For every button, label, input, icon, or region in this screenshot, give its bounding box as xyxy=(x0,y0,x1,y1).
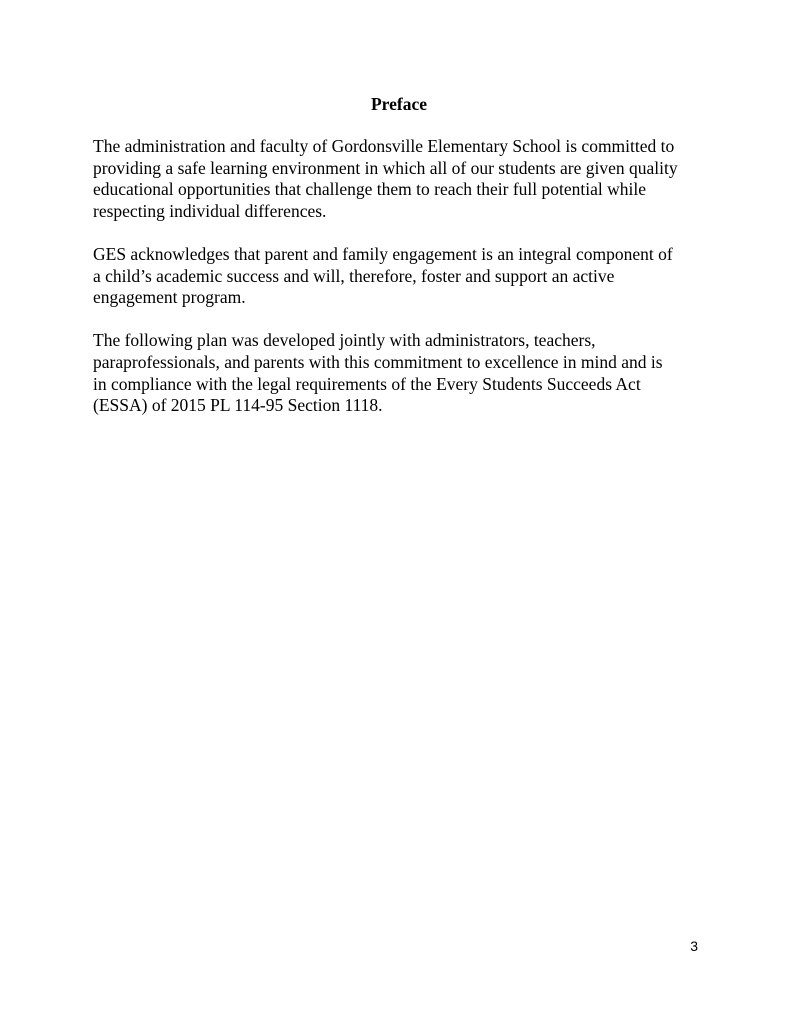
paragraph-line: (ESSA) of 2015 PL 114-95 Section 1118. xyxy=(93,395,383,416)
page-title: Preface xyxy=(370,94,428,114)
paragraph-line: GES acknowledges that parent and family engagement is an integral component of xyxy=(93,243,673,264)
paragraph-line: providing a safe learning environment in which all of our students are given quality xyxy=(93,157,678,178)
paragraph-line: The following plan was developed jointly with administrators, teachers, xyxy=(93,330,596,351)
page-number: 3 xyxy=(690,938,698,954)
paragraph-line: paraprofessionals, and parents with this commitment to excellence in mind and is xyxy=(93,351,663,372)
paragraph-line: in compliance with the legal requirements of the Every Students Succeeds Act xyxy=(93,373,641,394)
paragraph-line: respecting individual differences. xyxy=(93,200,327,221)
paragraph-line: The administration and faculty of Gordonsville Elementary School is committed to xyxy=(93,136,675,156)
paragraph-engagement xyxy=(93,244,705,309)
page-content xyxy=(93,93,705,438)
paragraph-line: engagement program. xyxy=(93,287,246,308)
paragraph-line: educational opportunities that challenge them to reach their full potential while xyxy=(93,179,647,200)
paragraph-commitment xyxy=(93,136,705,222)
paragraph-plan xyxy=(93,330,705,416)
paragraph-line: a child’s academic success and will, therefore, foster and support an active xyxy=(93,265,615,286)
